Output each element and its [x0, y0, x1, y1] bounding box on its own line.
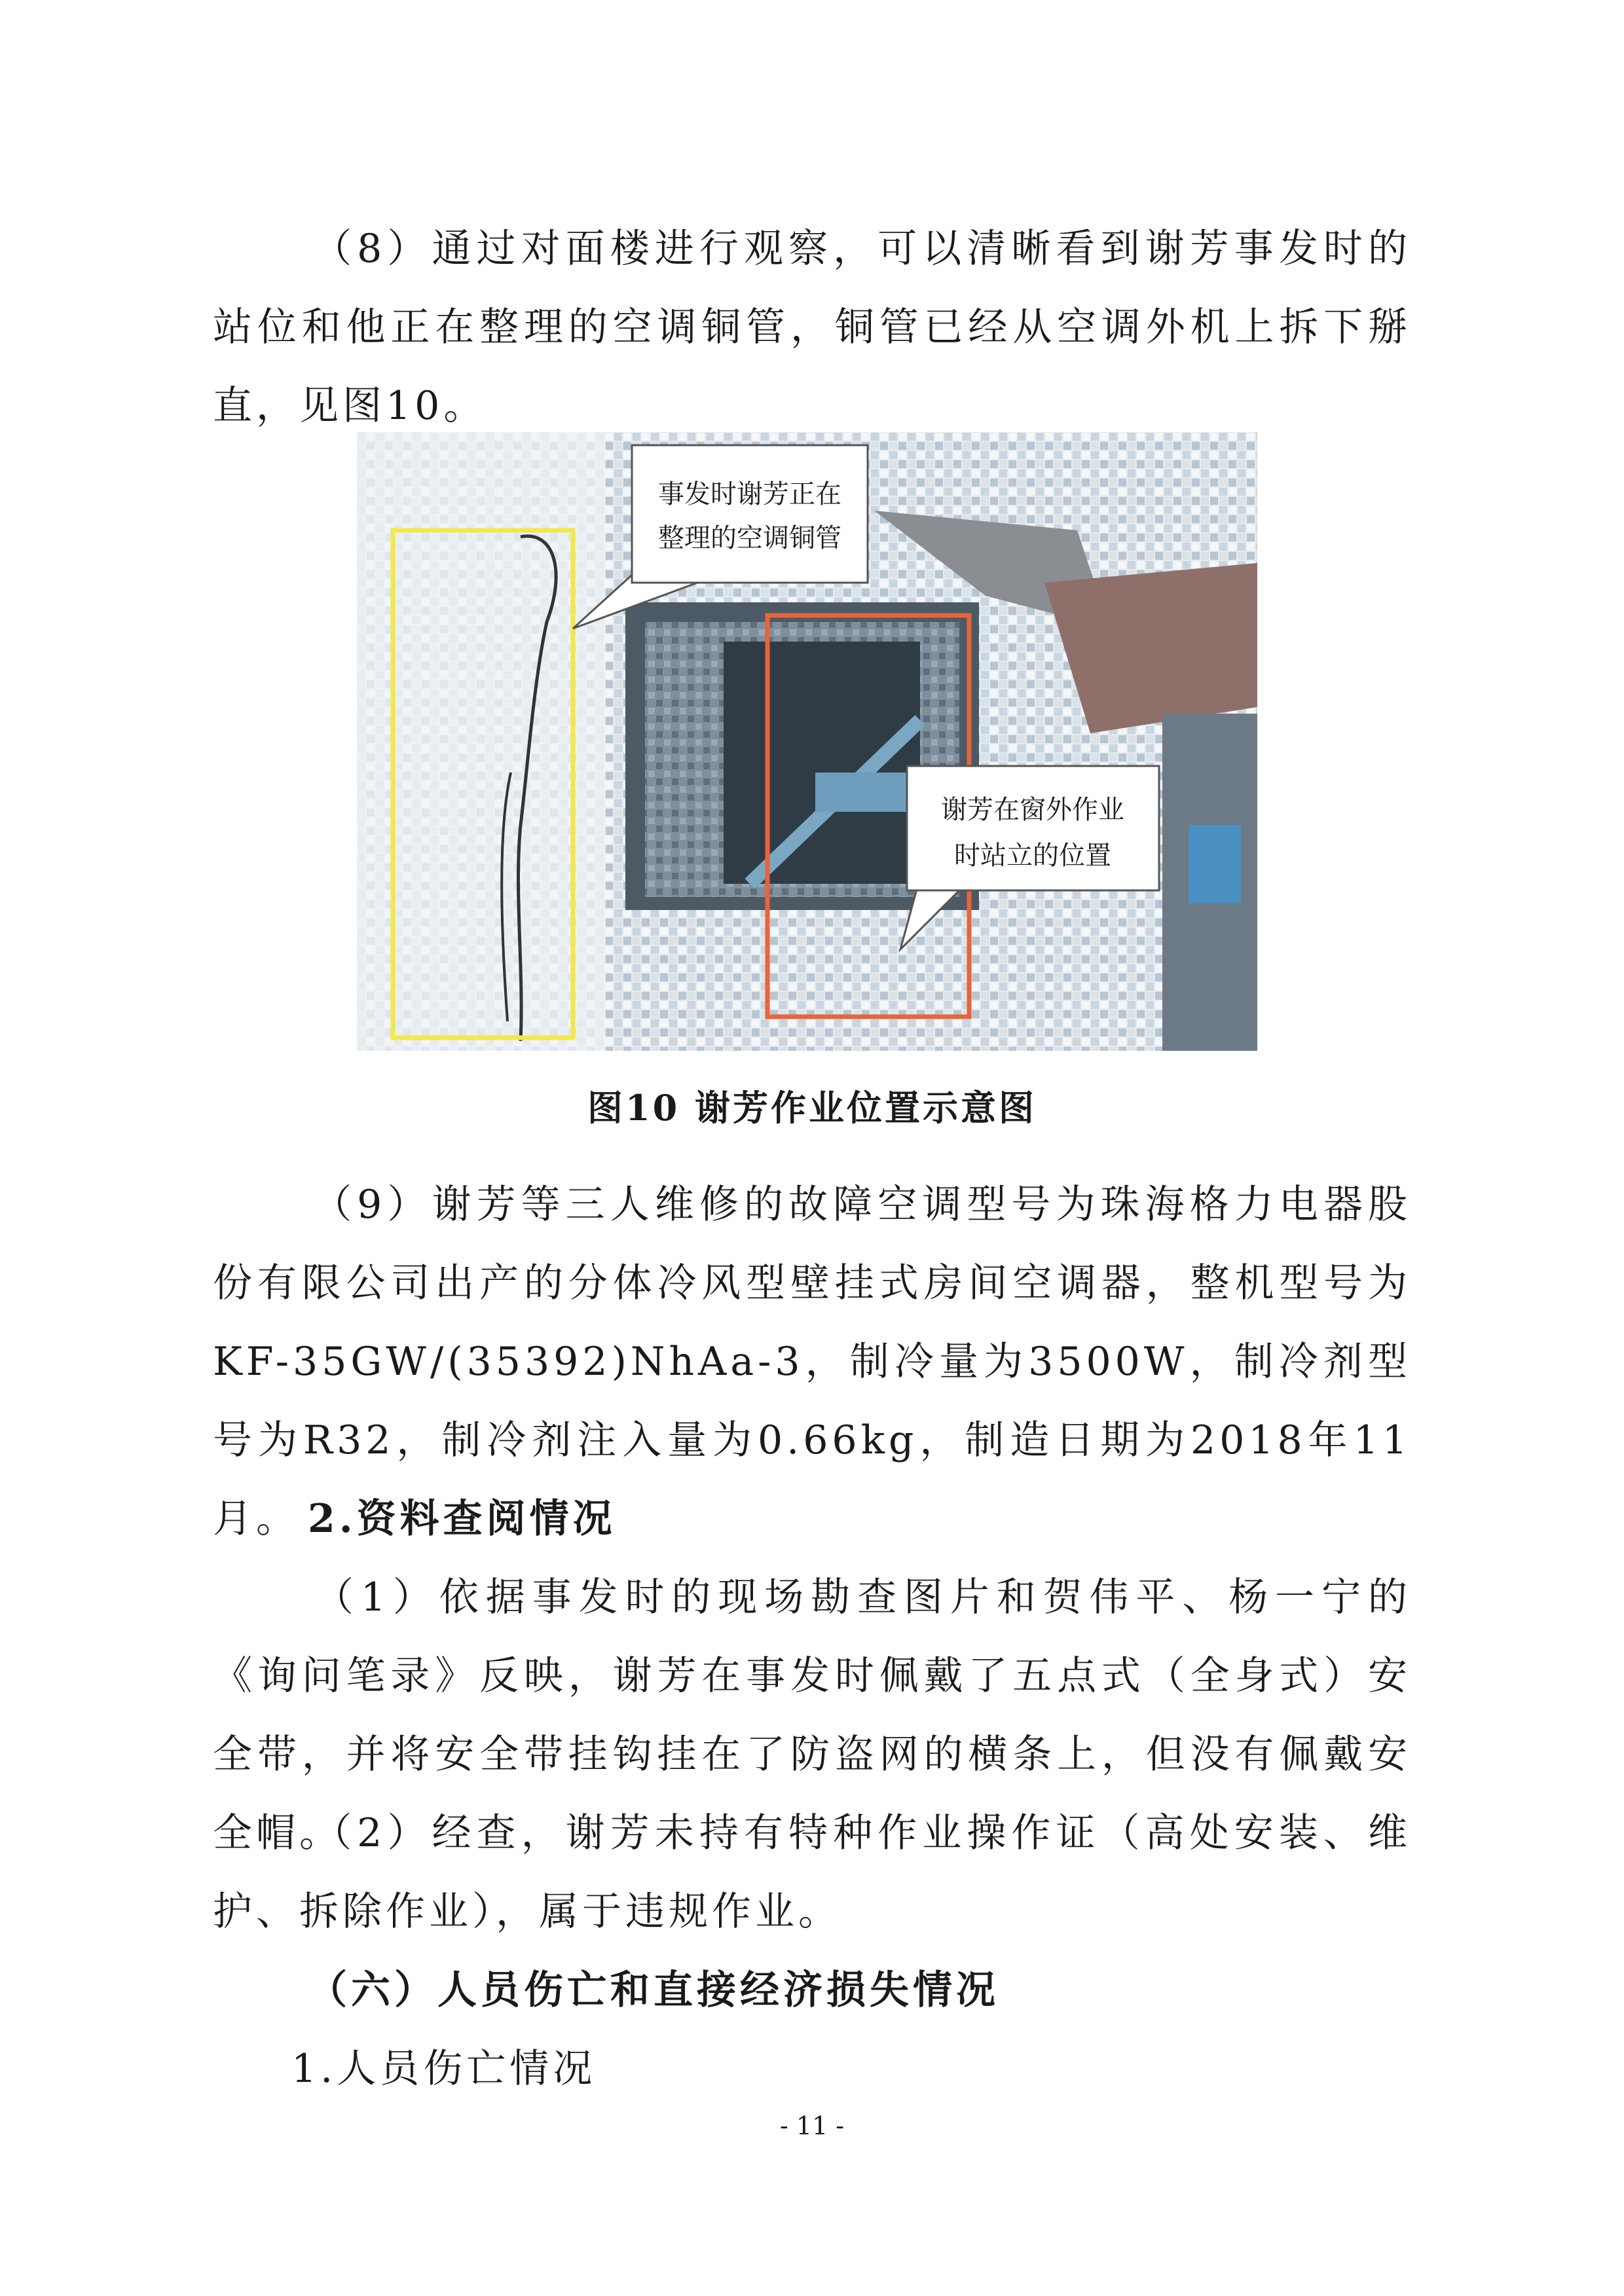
- paragraph-8: （8）通过对面楼进行观察，可以清晰看到谢芳事发时的站位和他正在整理的空调铜管，铜管已经从空调外机上拆下掰直，见图10。: [213, 226, 1411, 429]
- callout-position-line2: 时站立的位置: [954, 841, 1111, 871]
- figure-caption: 图10 谢芳作业位置示意图: [587, 1087, 1037, 1129]
- heading-casualty: 1.人员伤亡情况: [291, 2046, 597, 2092]
- paragraph-9: （9）谢芳等三人维修的故障空调型号为珠海格力电器股份有限公司出产的分体冷风型壁挂式房间空调器，整机型号为KF-35GW/(35392)NhAa-3，制冷量为3500W，制冷剂型号为R32，制冷剂注入量为0.66kg，制造日期为2018年11月。: [213, 1182, 1411, 1542]
- heading-section-6: （六）人员伤亡和直接经济损失情况: [308, 1967, 999, 2013]
- page-number: - 11 -: [779, 2111, 845, 2140]
- callout-position-line1: 谢芳在窗外作业: [941, 795, 1124, 825]
- callout-pipe: [632, 445, 868, 583]
- heading-materials: 2.资料查阅情况: [308, 1496, 616, 1542]
- callout-pipe-line1: 事发时谢芳正在: [658, 479, 841, 509]
- callout-pipe-line2: 整理的空调铜管: [658, 523, 841, 553]
- paragraph-2: （2）经查，谢芳未持有特种作业操作证（高处安装、维护、拆除作业），属于违规作业。: [213, 1810, 1411, 1935]
- callout-position: [907, 766, 1159, 890]
- paragraph-1: （1）依据事发时的现场勘查图片和贺伟平、杨一宁的《询问笔录》反映，谢芳在事发时佩戴了五点式（全身式）安全带，并将安全带挂钩挂在了防盗网的横条上，但没有佩戴安全帽。: [213, 1575, 1411, 1856]
- figure-10-photo: [357, 432, 1257, 1051]
